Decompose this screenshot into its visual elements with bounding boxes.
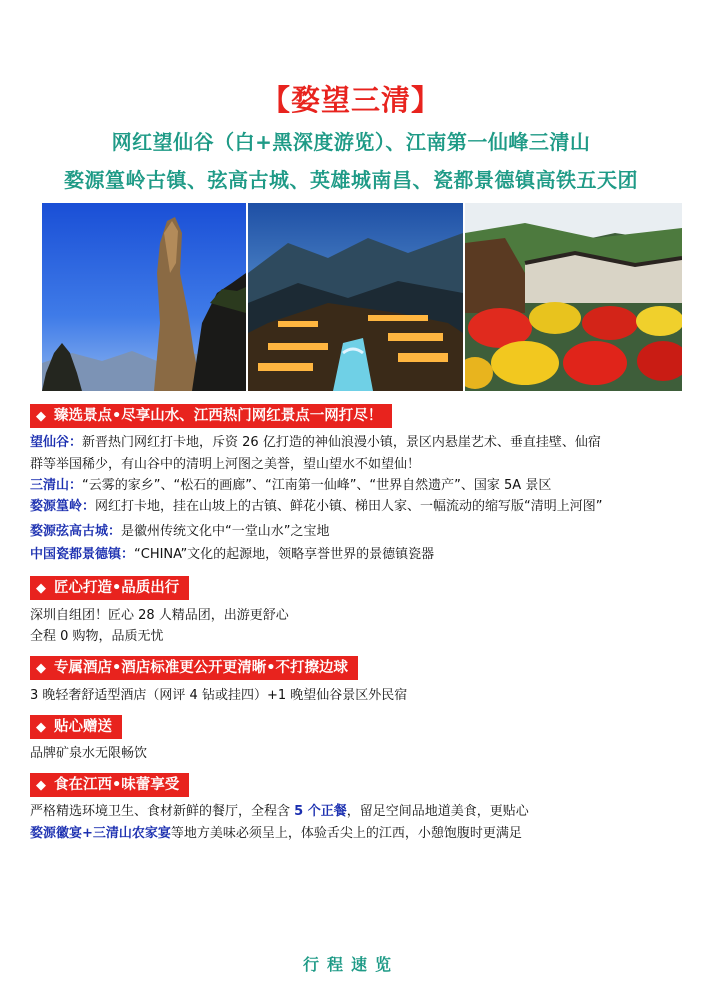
food-line-2	[30, 825, 522, 843]
page-title: 【婺望三清】	[260, 83, 441, 117]
subtitle-line-1: 网红望仙谷（白+黑深度游览）、江南第一仙峰三清山	[111, 130, 591, 154]
food-text-d: 等地方美味必须呈上，体验舌尖上的江西，小憩饱腹时更满足	[170, 826, 522, 841]
jingdezhen-label: 中国瓷都景德镇：	[30, 547, 135, 562]
itinerary-overview-heading: 行程速览	[302, 955, 399, 974]
jingdezhen-text: “CHINA”文化的起源地，领略享誉世界的景德镇瓷器	[134, 547, 435, 562]
section-heading: 专属酒店•酒店标准更公开更清晰•不打擦边球	[54, 660, 349, 676]
drying-crops-photo	[465, 203, 682, 391]
xiangao-line	[30, 523, 330, 541]
section-banner-quality	[30, 576, 189, 600]
wangxiangu-line-2: 群等举国稀少，有山谷中的清明上河图之美誉，望山望水不如望仙！	[30, 457, 421, 472]
quality-line-1: 深圳自组团！匠心 28 人精品团，出游更舒心	[30, 608, 289, 623]
banquet-highlight: 婺源徽宴+三清山农家宴	[30, 826, 171, 841]
section-banner-scenic	[30, 404, 392, 428]
diamond-icon: ◆	[36, 661, 46, 676]
sanqing-line	[30, 477, 551, 495]
section-heading: 臻选景点•尽享山水、江西热门网红景点一网打尽！	[54, 408, 383, 424]
huangling-label: 婺源篁岭：	[30, 499, 96, 514]
section-banner-gift	[30, 715, 122, 739]
huangling-line	[30, 498, 603, 516]
wangxiangu-text: 新晋热门网红打卡地，斥资 26 亿打造的神仙浪漫小镇，景区内悬崖艺术、垂直挂壁、仙宿	[82, 435, 601, 450]
xiangao-text: 是徽州传统文化中“一堂山水”之宝地	[121, 524, 330, 539]
sanqing-text: “云雾的家乡”、“松石的画廊”、“江南第一仙峰”、“世界自然遗产”、国家 5A 景区	[82, 478, 552, 493]
xiangao-label: 婺源弦高古城：	[30, 524, 122, 539]
meal-count-highlight: 5 个正餐	[294, 804, 347, 819]
food-text-c: ，留足空间品地道美食，更贴心	[346, 804, 529, 819]
food-line-1	[30, 803, 529, 821]
food-text-a: 严格精选环境卫生、食材新鲜的餐厅，全程含	[30, 804, 295, 819]
section-heading: 匠心打造•品质出行	[54, 580, 180, 596]
sanqing-label: 三清山：	[30, 478, 83, 493]
subtitle-line-2: 婺源篁岭古镇、弦高古城、英雄城南昌、瓷都景德镇高铁五天团	[64, 168, 638, 192]
photo-strip	[42, 203, 682, 391]
diamond-icon: ◆	[36, 720, 46, 735]
gift-line-1: 品牌矿泉水无限畅饮	[30, 746, 148, 761]
diamond-icon: ◆	[36, 778, 46, 793]
diamond-icon: ◆	[36, 581, 46, 596]
section-banner-hotel	[30, 656, 358, 680]
jingdezhen-line	[30, 546, 434, 564]
wangxiangu-label: 望仙谷：	[30, 435, 83, 450]
night-village-photo	[248, 203, 463, 391]
mountain-pillar-photo	[42, 203, 246, 391]
section-heading: 食在江西•味蕾享受	[54, 777, 180, 793]
section-heading: 贴心赠送	[54, 719, 112, 735]
diamond-icon: ◆	[36, 409, 46, 424]
hotel-line-1: 3 晚轻奢舒适型酒店（网评 4 钻或挂四）+1 晚望仙谷景区外民宿	[30, 688, 408, 703]
section-banner-food	[30, 773, 189, 797]
quality-line-2: 全程 0 购物，品质无忧	[30, 629, 164, 644]
wangxiangu-line-1	[30, 434, 601, 452]
huangling-text: 网红打卡地，挂在山坡上的古镇、鲜花小镇、梯田人家、一幅流动的缩写版“清明上河图”	[95, 499, 603, 514]
